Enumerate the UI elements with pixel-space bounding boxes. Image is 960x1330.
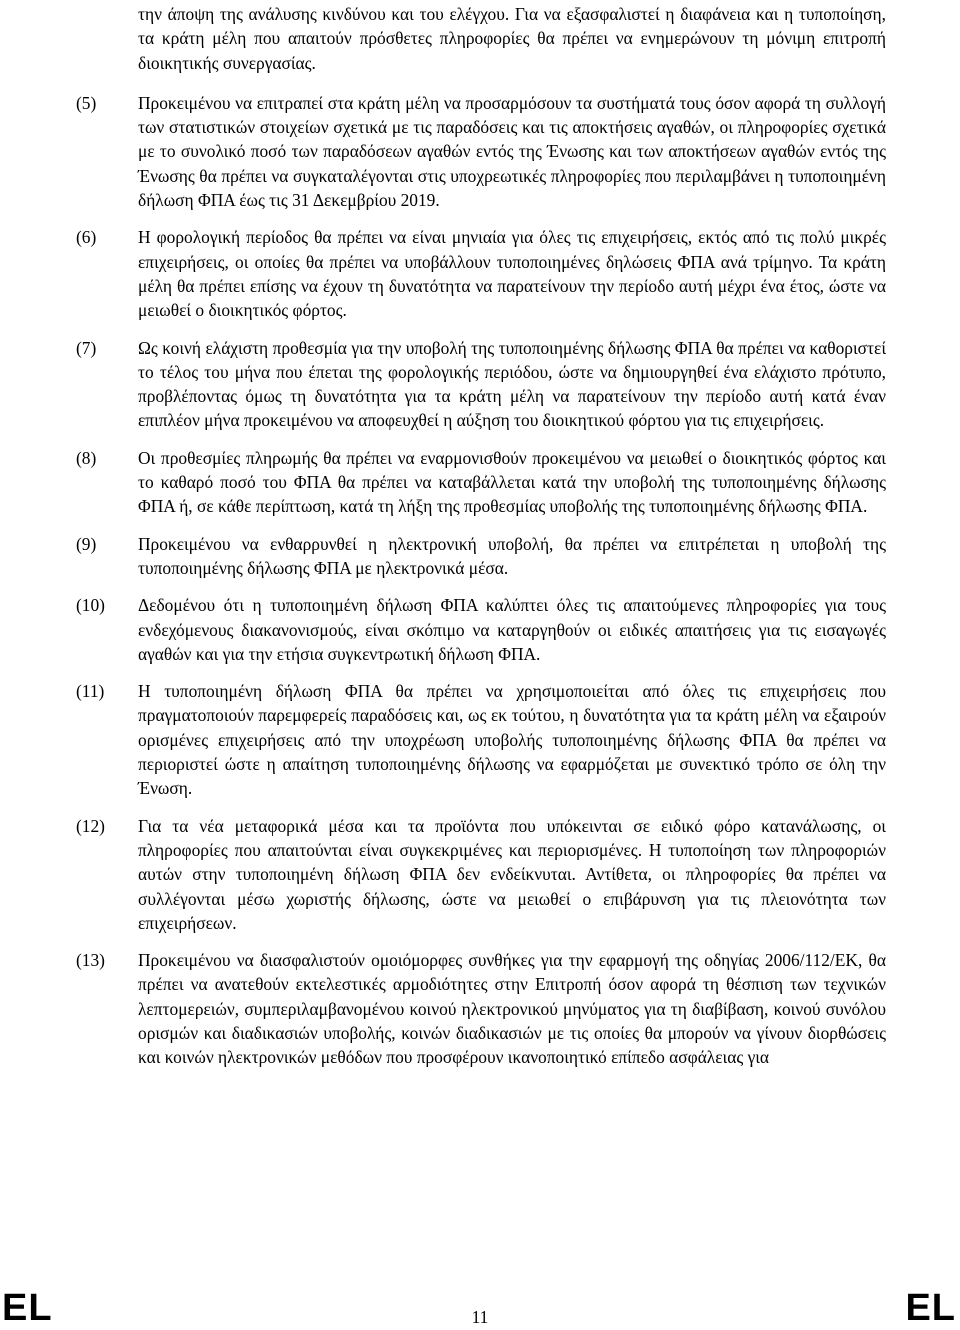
- recital-6: [76, 225, 886, 322]
- recital-number: (10): [76, 595, 105, 616]
- recital-text: Οι προθεσμίες πληρωμής θα πρέπει να εναρμονισθούν προκειμένου να μειωθεί ο διοικητικός φόρτος και το καθαρό ποσό του ΦΠΑ θα πρέπει να καταβάλλεται κατά την υποβολή της τυποποιημένης δήλωσης ΦΠΑ ή, σε κάθε περίπτωση, κατά τη λήξη της προθεσμίας υποβολής της τυποποιημένης δήλωσης ΦΠΑ.: [138, 447, 886, 517]
- recital-8: [76, 446, 886, 519]
- recital-text: Προκειμένου να επιτραπεί στα κράτη μέλη να προσαρμόσουν τα συστήματά τους όσον αφορά τη συλλογή των στατιστικών στοιχείων σχετικά με τις παραδόσεις και τις αποκτήσεις αγαθών, οι πληροφορίες σχετικά με το συνολικό ποσό των παραδόσεων αγαθών εντός της Ένωσης και των αποκτήσεων αγαθών εντός της Ένωσης θα πρέπει να συγκαταλέγονται στις υποχρεωτικές πληροφορίες που περιλαμβάνει η τυποποιημένη δήλωση ΦΠΑ έως τις 31 Δεκεμβρίου 2019.: [138, 92, 886, 211]
- recital-number: (8): [76, 447, 97, 468]
- recital-12: [76, 814, 886, 935]
- document-body: [76, 2, 886, 1083]
- recital-10: [76, 593, 886, 666]
- recital-number: (13): [76, 950, 105, 971]
- recital-5: [76, 91, 886, 212]
- recital-number: (9): [76, 533, 97, 554]
- footer-language-code-right: EL: [905, 1287, 956, 1329]
- recital-number: (7): [76, 337, 97, 358]
- recital-text: Για τα νέα μεταφορικά μέσα και τα προϊόντα που υπόκεινται σε ειδικό φόρο κατανάλωσης, οι πληροφορίες που απαιτούνται είναι συγκεκριμένες και περιορισμένες. Η τυποποίηση των πληροφοριών αυτών στην τυποποιημένη δήλωση ΦΠΑ δεν ενδείκνυται. Αντίθετα, οι πληροφορίες θα πρέπει να συλλέγονται μέσω χωριστής δήλωσης, ώστε να μειωθεί ο επιβάρυνση για τις πλειονότητα των επιχειρήσεων.: [138, 815, 886, 933]
- recital-number: (12): [76, 815, 105, 836]
- recital-number: (11): [76, 681, 105, 702]
- page-number: 11: [471, 1307, 489, 1327]
- recital-text: Προκειμένου να διασφαλιστούν ομοιόμορφες συνθήκες για την εφαρμογή της οδηγίας 2006/112/ΕΚ, θα πρέπει να ανατεθούν εκτελεστικές αρμοδιότητες στην Επιτροπή όσον αφορά τη θέσπιση των τεχνικών λεπτομερειών, συμπεριλαμβανομένου κοινού ηλεκτρονικού μηνύματος για τη διαβίβαση, κοινού συνόλου ορισμών και διαδικασιών υποβολής, κοινών διαδικασιών με τις οποίες θα μπορούν να γίνουν διορθώσεις και κοινών ηλεκτρονικών μεθόδων που προσφέρουν ικανοποιητικό επίπεδο ασφάλειας για: [138, 950, 886, 1068]
- recital-13: [76, 948, 886, 1069]
- recital-7: [76, 336, 886, 433]
- recital-9: [76, 532, 886, 581]
- recital-text: Η φορολογική περίοδος θα πρέπει να είναι μηνιαία για όλες τις επιχειρήσεις, εκτός από τις πολύ μικρές επιχειρήσεις, οι οποίες θα πρέπει να υποβάλλουν τυποποιημένες δηλώσεις ΦΠΑ ανά τρίμηνο. Τα κράτη μέλη θα πρέπει επίσης να έχουν τη δυνατότητα να παρατείνουν την περίοδο αυτή μέχρι ένα έτος, ώστε να μειωθεί ο διοικητικός φόρτος.: [138, 227, 886, 321]
- recital-text: Η τυποποιημένη δήλωση ΦΠΑ θα πρέπει να χρησιμοποιείται από όλες τις επιχειρήσεις που πραγματοποιούν παρεμφερείς παραδόσεις και, ως εκ τούτου, η δυνατότητα για τα κράτη μέλη να εξαιρούν ορισμένες επιχειρήσεις από την υποχρέωση υποβολής τυποποιημένης δήλωσης ΦΠΑ θα πρέπει να περιοριστεί ώστε η απαίτηση τυποποιημένης δήλωσης να εφαρμόζεται με συνεκτικό τρόπο σε όλη την Ένωση.: [138, 681, 886, 799]
- footer-language-code-left: EL: [2, 1287, 53, 1329]
- recital-number: (5): [76, 92, 97, 113]
- recital-11: [76, 679, 886, 800]
- recital-text: Προκειμένου να ενθαρρυνθεί η ηλεκτρονική υποβολή, θα πρέπει να επιτρέπεται η υποβολή της τυποποιημένης δήλωσης ΦΠΑ με ηλεκτρονικά μέσα.: [138, 533, 886, 578]
- recital-number: (6): [76, 227, 97, 248]
- recital-text: Ως κοινή ελάχιστη προθεσμία για την υποβολή της τυποποιημένης δήλωσης ΦΠΑ θα πρέπει να καθοριστεί το τέλος του μήνα που έπεται της φορολογικής περιόδου, ώστε να δημιουργηθεί ένα ελάχιστο πρότυπο, προβλέποντας όμως τη δυνατότητα για τα κράτη μέλη να παρατείνουν την περίοδο αυτή κατά έναν επιπλέον μήνα προκειμένου να αποφευχθεί η αύξηση του διοικητικού φόρτου για τις επιχειρήσεις.: [138, 337, 886, 431]
- intro-paragraph: την άποψη της ανάλυσης κινδύνου και του ελέγχου. Για να εξασφαλιστεί η διαφάνεια και η τυποποίηση, τα κράτη μέλη που απαιτούν πρόσθετες πληροφορίες θα πρέπει να ενημερώνουν τη μόνιμη επιτροπή διοικητικής συνεργασίας.: [138, 4, 886, 73]
- recital-text: Δεδομένου ότι η τυποποιημένη δήλωση ΦΠΑ καλύπτει όλες τις απαιτούμενες πληροφορίες για τους ενδεχόμενους διακανονισμούς, είναι σκόπιμο να καταργηθούν οι ειδικές απαιτήσεις για τις εισαγωγές αγαθών και για την ετήσια συγκεντρωτική δήλωση ΦΠΑ.: [138, 595, 886, 664]
